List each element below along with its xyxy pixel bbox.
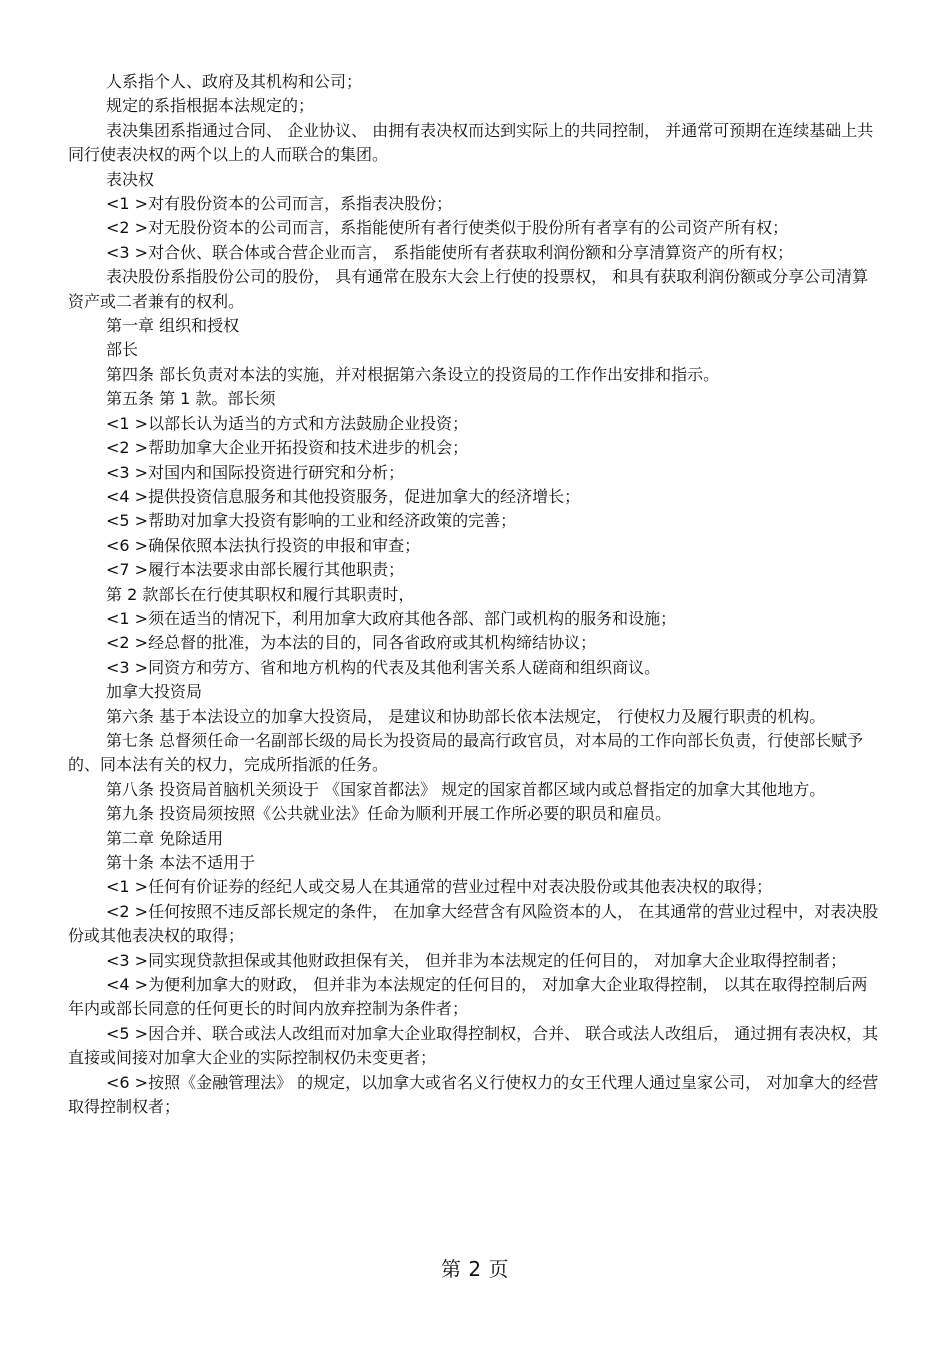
list-item: <4 >为便利加拿大的财政， 但并非为本法规定的任何目的， 对加拿大企业取得控制， 以其在取得控制后两年内或部长同意的任何更长的时间内放弃控制为条件者； — [68, 975, 868, 1019]
list-item: <2 >任何按照不违反部长规定的条件， 在加拿大经营含有风险资本的人， 在其通常的营业过程中，对表决股份或其他表决权的取得； — [68, 901, 879, 946]
list-item: <7 >履行本法要求由部长履行其他职责； — [106, 560, 405, 580]
list-item: <5 >帮助对加拿大投资有影响的工业和经济政策的完善； — [106, 511, 517, 531]
section-heading: 部长 — [106, 340, 139, 360]
list-item: <3 >对国内和国际投资进行研究和分析； — [106, 462, 405, 482]
list-item: <3 >同资方和劳方、省和地方机构的代表及其他利害关系人磋商和组织商议。 — [106, 657, 661, 677]
section-heading: 表决权 — [106, 169, 155, 189]
paragraph: 规定的系指根据本法规定的； — [106, 96, 315, 116]
document-body — [68, 70, 882, 1119]
list-item: <1 >以部长认为适当的方式和方法鼓励企业投资； — [106, 413, 469, 433]
paragraph: 表决集团系指通过合同、 企业协议、 由拥有表决权而达到实际上的共同控制， 并通常可预期在连续基础上共同行使表决权的两个以上的人而联合的集团。 — [68, 120, 874, 165]
article: 第十条 本法不适用于 — [106, 853, 256, 872]
chapter-heading: 第二章 免除适用 — [106, 828, 224, 848]
page-number: 第 2 页 — [441, 1257, 509, 1281]
list-item: <1 >任何有价证券的经纪人或交易人在其通常的营业过程中对表决股份或其他表决权的取得； — [106, 877, 773, 897]
paragraph: 表决股份系指股份公司的股份， 具有通常在股东大会上行使的投票权， 和具有获取利润份额或分享公司清算资产或二者兼有的权利。 — [68, 267, 869, 311]
list-item: <2 >对无股份资本的公司而言，系指能使所有者行使类似于股份所有者享有的公司资产所有权； — [106, 218, 789, 238]
list-item: <5 >因合并、联合或法人改组而对加拿大企业取得控制权，合并、 联合或法人改组后， 通过拥有表决权，其直接或间接对加拿大企业的实际控制权仍未变更者； — [68, 1023, 879, 1068]
chapter-heading: 第一章 组织和授权 — [106, 316, 240, 336]
list-item: <3 >对合伙、联合体或合营企业而言， 系指能使所有者获取利润份额和分享清算资产的所有权； — [106, 242, 794, 262]
list-item: <3 >同实现贷款担保或其他财政担保有关， 但并非为本法规定的任何目的， 对加拿大企业取得控制者； — [106, 950, 847, 970]
article: 第九条 投资局须按照《公共就业法》任命为顺利开展工作所必要的职员和雇员。 — [106, 804, 672, 824]
list-item: <1 >须在适当的情况下，利用加拿大政府其他各部、部门或机构的服务和设施； — [106, 608, 677, 628]
list-item: <1 >对有股份资本的公司而言，系指表决股份； — [106, 194, 453, 214]
paragraph: 人系指个人、政府及其机构和公司； — [106, 72, 363, 91]
article: 第七条 总督须任命一名副部长级的局长为投资局的最高行政官员，对本局的工作向部长负责，行使部长赋予的、同本法有关的权力，完成所指派的任务。 — [68, 730, 864, 775]
article: 第 2 款部长在行使其职权和履行其职责时， — [106, 584, 415, 604]
section-heading: 加拿大投资局 — [106, 682, 203, 702]
article: 第五条 第 1 款。部长须 — [106, 389, 276, 409]
list-item: <4 >提供投资信息服务和其他投资服务，促进加拿大的经济增长； — [106, 486, 581, 506]
list-item: <2 >经总督的批准，为本法的目的，同各省政府或其机构缔结协议； — [106, 633, 597, 653]
list-item: <6 >确保依照本法执行投资的申报和审查； — [106, 535, 421, 555]
article: 第八条 投资局首脑机关须设于 《国家首都法》 规定的国家首都区域内或总督指定的加拿大其他地方。 — [106, 779, 826, 799]
article: 第四条 部长负责对本法的实施，并对根据第六条设立的投资局的工作作出安排和指示。 — [106, 364, 720, 384]
list-item: <6 >按照《金融管理法》 的规定，以加拿大或省名义行使权力的女王代理人通过皇家公司， 对加拿大的经营取得控制权者； — [68, 1072, 879, 1117]
list-item: <2 >帮助加拿大企业开拓投资和技术进步的机会； — [106, 438, 469, 458]
article: 第六条 基于本法设立的加拿大投资局， 是建议和协助部长依本法规定， 行使权力及履行职责的机构。 — [106, 706, 826, 726]
